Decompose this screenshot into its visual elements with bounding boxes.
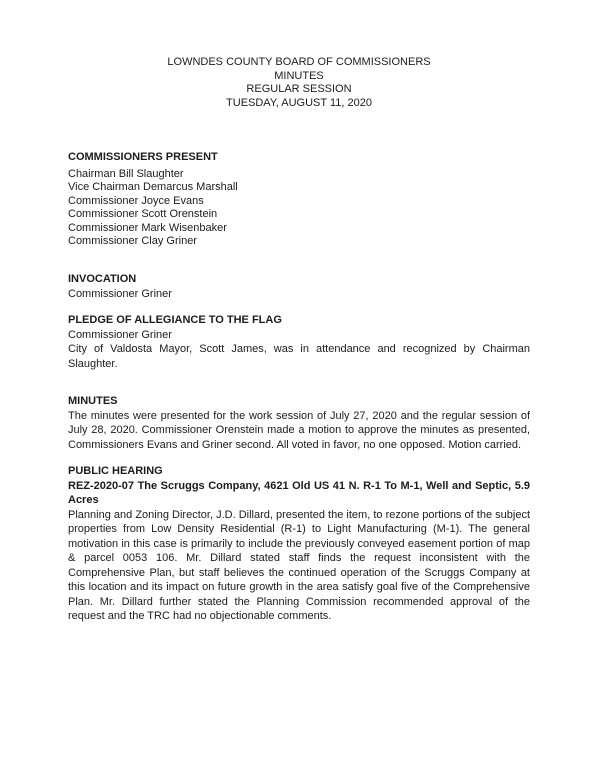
commissioner-name: Commissioner Clay Griner <box>68 235 197 248</box>
invocation-section <box>68 272 530 301</box>
header-date-line: TUESDAY, AUGUST 11, 2020 <box>226 96 372 109</box>
pledge-heading: PLEDGE OF ALLEGIANCE TO THE FLAG <box>68 314 282 327</box>
commissioners-present-section <box>68 150 530 249</box>
invocation-heading: INVOCATION <box>68 273 137 286</box>
commissioner-name: Chairman Bill Slaughter <box>68 167 184 180</box>
header-org-line: LOWNDES COUNTY BOARD OF COMMISSIONERS <box>167 56 431 68</box>
rezoning-item-title: REZ-2020-07 The Scruggs Company, 4621 Old US 41 N. R-1 To M-1, Well and Septic, 5.9 Acres <box>68 479 530 507</box>
pledge-section <box>68 313 530 342</box>
commissioners-name-list <box>68 168 530 250</box>
public-hearing-heading: PUBLIC HEARING <box>68 465 163 478</box>
rezoning-item-body: Planning and Zoning Director, J.D. Dillard, presented the item, to rezone portions of the subject properties from Low Density Residential (R-1) to Light Manufacturing (M-1). The general motivation in this case is primarily to include the previously conveyed easement portion of map & parcel 0053 106. Mr. Dillard stated staff finds the request inconsistent with the Comprehensive Plan, but staff believes the continued operation of the Scruggs Company at this location and its impact on future growth in the area satisfy goal five of the Comprehensive Plan. Mr. Dillard further stated the Planning Commission recommended approval of the request and the TRC had no objectionable comments. <box>68 508 530 623</box>
minutes-heading: MINUTES <box>68 395 118 408</box>
invocation-speaker: Commissioner Griner <box>68 287 172 300</box>
commissioner-name: Vice Chairman Demarcus Marshall <box>68 181 238 194</box>
header-session-line: REGULAR SESSION <box>246 83 352 95</box>
commissioner-name: Commissioner Mark Wisenbaker <box>68 221 227 234</box>
public-hearing-section <box>68 464 530 624</box>
commissioners-present-heading: COMMISSIONERS PRESENT <box>68 151 218 163</box>
document-header <box>68 56 530 110</box>
attendance-note: City of Valdosta Mayor, Scott James, was in attendance and recognized by Chairman Slaughter. <box>68 343 530 370</box>
minutes-body: The minutes were presented for the work session of July 27, 2020 and the regular session of July 28, 2020. Commissioner Orenstein made a motion to approve the minutes as presented, Commissioners Evans and Griner second. All voted in favor, no one opposed. Motion carried. <box>68 409 530 451</box>
minutes-section <box>68 394 530 452</box>
commissioner-name: Commissioner Joyce Evans <box>68 194 204 207</box>
commissioner-name: Commissioner Scott Orenstein <box>68 208 218 221</box>
pledge-speaker: Commissioner Griner <box>68 328 172 341</box>
header-minutes-line: MINUTES <box>274 69 324 82</box>
